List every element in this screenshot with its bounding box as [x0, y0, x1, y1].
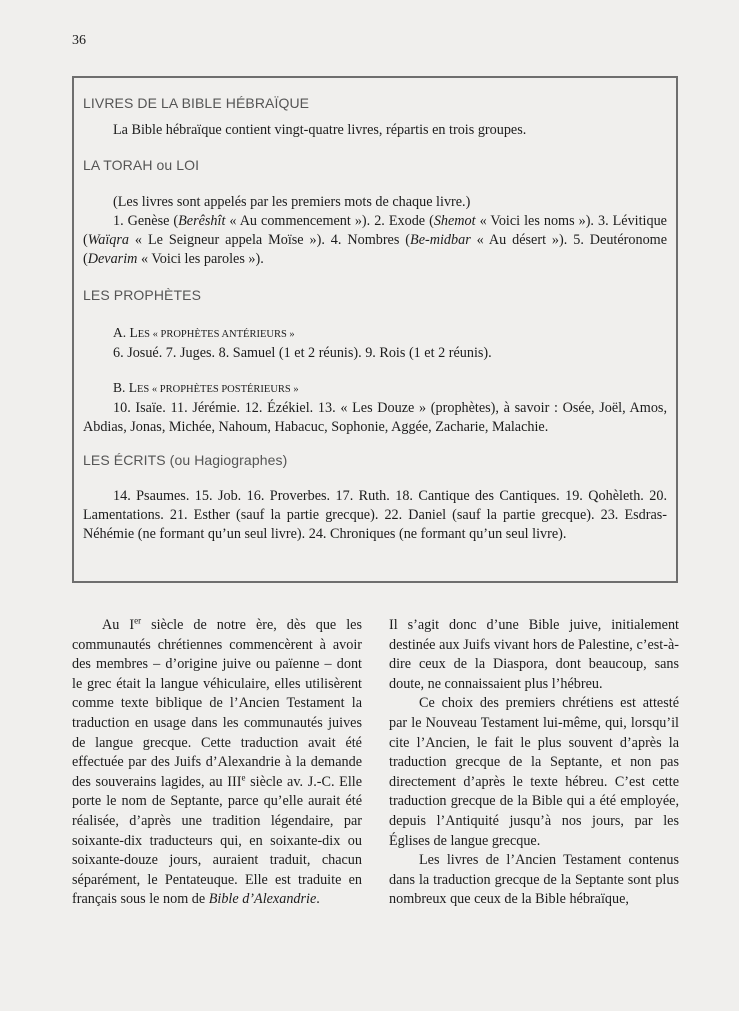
- left-paragraph: Au Ier siècle de notre ère, dès que les communautés chrétiennes commencèrent à avoir des membres – d’origine juive ou païenne – dont le grec était la langue véhiculaire, elles utilisèrent comme texte biblique de l’Ancien Testament la traduction en usage dans les communautés juives de langue grecque. Cette traduction avait été effectuée par des Juifs d’Alexandrie à la demande des souverains lagides, au IIIe siècle av. J.-C. Elle porte le nom de Septante, parce qu’elle aurait été réalisée, d’après une tradition légendaire, par soixante-dix traducteurs qui, en soixante-dix ou soixante-douze jours, auraient traduit, chacun séparément, le Pentateuque. Elle est traduite en français sous le nom de Bible d’Alexandrie.: [72, 615, 362, 908]
- writings-list: 14. Psaumes. 15. Job. 16. Proverbes. 17. Ruth. 18. Cantique des Cantiques. 19. Qohèleth. 20. Lamentations. 21. Esther (sauf la partie grecque). 22. Daniel (sauf la partie grecque). 23. Esdras-Néhémie (ne formant qu’un seul livre). 24. Chroniques (ne formant qu’un seul livre).: [83, 488, 667, 542]
- left-column: [72, 616, 362, 910]
- box-intro: La Bible hébraïque contient vingt-quatre livres, répartis en trois groupes.: [113, 122, 527, 138]
- hebrew-bible-books-box: [72, 76, 678, 583]
- box-title: LIVRES DE LA BIBLE HÉBRAÏQUE: [83, 95, 310, 111]
- prophets-a-list: 6. Josué. 7. Juges. 8. Samuel (1 et 2 réunis). 9. Rois (1 et 2 réunis).: [113, 345, 492, 361]
- right-paragraph-2: Ce choix des premiers chrétiens est attesté par le Nouveau Testament lui-même, qui, lorsqu’il cite l’Ancien, le fait le plus souvent d’après la traduction grecque de la Septante, et non pas directement d’après le texte hébreu. C’est cette traduction grecque de la Bible qui a été employée, depuis l’Antiquité jusqu’à nos jours, par les Églises de langue grecque.: [389, 695, 679, 849]
- right-paragraph-1: Il s’agit donc d’une Bible juive, initialement destinée aux Juifs vivant hors de Palestine, c’est-à-dire ceux de la Diaspora, dont beaucoup, sans doute, ne connaissaient plus l’hébreu.: [389, 617, 679, 692]
- prophets-a-heading: A. LES « PROPHÈTES ANTÉRIEURS »: [113, 325, 295, 340]
- writings-heading: LES ÉCRITS (ou Hagiographes): [83, 452, 288, 468]
- torah-heading: LA TORAH ou LOI: [83, 157, 200, 173]
- right-column: [389, 616, 679, 910]
- torah-note: (Les livres sont appelés par les premiers mots de chaque livre.): [113, 194, 471, 210]
- page-number: 36: [72, 33, 86, 48]
- right-paragraph-3: Les livres de l’Ancien Testament contenus dans la traduction grecque de la Septante sont plus nombreux que ceux de la Bible hébraïque,: [389, 852, 679, 908]
- prophets-b-list: 10. Isaïe. 11. Jérémie. 12. Ézékiel. 13. « Les Douze » (prophètes), à savoir : Osée, Joël, Amos, Abdias, Jonas, Michée, Nahoum, Habacuc, Sophonie, Aggée, Zacharie, Malachie.: [83, 400, 667, 435]
- prophets-heading: LES PROPHÈTES: [83, 287, 202, 303]
- torah-books: 1. Genèse (Berêshît « Au commencement »). 2. Exode (Shemot « Voici les noms »). 3. Lévitique (Waïqra « Le Seigneur appela Moïse »). 4. Nombres (Be-midbar « Au désert »). 5. Deutéronome (Devarim « Voici les paroles »).: [83, 213, 667, 267]
- prophets-b-heading: B. LES « PROPHÈTES POSTÉRIEURS »: [113, 380, 299, 395]
